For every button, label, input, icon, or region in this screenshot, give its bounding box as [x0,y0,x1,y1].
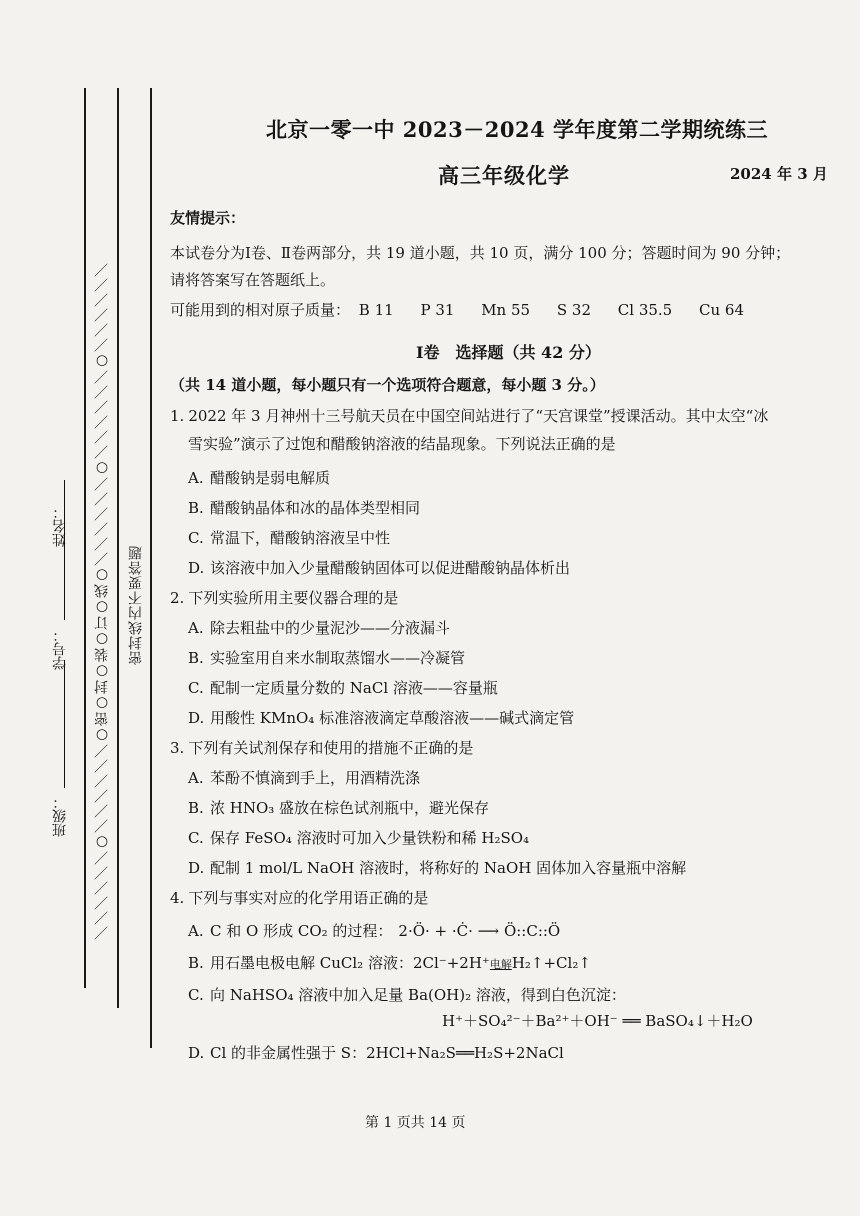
option-2a [188,617,450,638]
option-2c [188,677,498,698]
margin-line-content [150,88,152,1048]
option-label: B. [188,799,204,817]
option-label: B. [188,499,204,517]
tips-line-1: 本试卷分为Ⅰ卷、Ⅱ卷两部分，共 19 道小题，共 10 页，满分 100 分；答题时间为 90 分钟； [170,244,791,262]
question-2 [170,587,398,608]
option-label: C. [188,679,204,697]
option-text: 配制 1 mol/L NaOH 溶液时，将称好的 NaOH 固体加入容量瓶中溶解 [210,859,687,877]
question-4 [170,887,428,908]
option-1d [188,557,570,578]
option-1c [188,527,390,548]
option-label: C. [188,986,204,1004]
number-label: 学号： [52,628,68,670]
tips-heading: 友情提示： [170,209,246,227]
option-1a [188,467,330,488]
question-number: 4. [170,889,185,907]
question-1 [170,405,768,426]
mass-item: B 11 [358,301,394,319]
margin-line-inner [117,88,119,1008]
option-text: 配制一定质量分数的 NaCl 溶液——容量瓶 [210,679,498,697]
question-1-stem-cont: 雪实验”演示了过饱和醋酸钠溶液的结晶现象。下列说法正确的是 [188,435,616,453]
seal-strip: ／／／／／／○／／／／／／○密○封○装○订○线○／／／／／／○／／／／／／○／／／／／／ [94,262,110,940]
option-4d [188,1042,564,1063]
option-text: 用酸性 KMnO₄ 标准溶液滴定草酸溶液——碱式滴定管 [210,709,575,727]
class-fill-line [64,660,65,788]
seal-note: 密封线内不要答题 [128,545,144,665]
mass-item: P 31 [420,301,455,319]
option-text: 苯酚不慎滴到手上，用酒精洗涤 [210,769,421,787]
option-text: 醋酸钠晶体和冰的晶体类型相同 [210,499,421,517]
class-label: 班级： [52,795,68,837]
mass-item: Cu 64 [699,301,745,319]
option-label: A. [188,469,204,487]
option-label: B. [188,954,204,972]
electron-dot-formula: 2·Ö· + ·Ċ· ⟶ Ö::C::Ö [398,922,561,940]
option-text: 醋酸钠是弱电解质 [210,469,331,487]
option-text: 除去粗盐中的少量泥沙——分液漏斗 [210,619,451,637]
option-label: D. [188,559,205,577]
option-label: D. [188,1044,205,1062]
option-text: 向 NaHSO₄ 溶液中加入足量 Ba(OH)₂ 溶液，得到白色沉淀： [210,986,626,1004]
electrolysis-arrow-label: 电解 [489,958,512,971]
option-3c [188,827,529,848]
option-4b [188,952,591,973]
mass-item: Cl 35.5 [617,301,673,319]
mass-item: S 32 [556,301,591,319]
option-2d [188,707,574,728]
page-subtitle: 高三年级化学 [438,163,570,188]
option-3d [188,857,686,878]
margin-line-outer [84,88,86,988]
question-stem: 下列与事实对应的化学用语正确的是 [188,889,429,907]
option-label: D. [188,859,205,877]
page-title: 北京一零一中 2023－2024 学年度第二学期统练三 [266,117,769,142]
question-stem: 2022 年 3 月神州十三号航天员在中国空间站进行了“天宫课堂”授课活动。其中太空“冰 [188,407,769,425]
masses-label: 可能用到的相对原子质量： [170,301,351,319]
option-text: 该溶液中加入少量醋酸钠固体可以促进醋酸钠晶体析出 [210,559,571,577]
mass-item: Mn 55 [481,301,531,319]
option-label: C. [188,529,204,547]
tips-line-2: 请将答案写在答题纸上。 [170,271,336,289]
exam-date: 2024 年 3 月 [730,165,828,183]
option-label: D. [188,709,205,727]
option-text: 实验室用自来水制取蒸馏水——冷凝管 [210,649,466,667]
option-3a [188,767,420,788]
ionic-equation: H⁺＋SO₄²⁻＋Ba²⁺＋OH⁻ ══ BaSO₄↓＋H₂O [442,1012,753,1030]
option-2b [188,647,465,668]
option-1b [188,497,420,518]
option-text: C 和 O 形成 CO₂ 的过程： [210,922,393,940]
option-label: A. [188,922,204,940]
page-footer: 第 1 页共 14 页 [365,1115,466,1131]
section-title: Ⅰ卷 选择题（共 42 分） [416,343,601,362]
question-3 [170,737,473,758]
option-text: 常温下，醋酸钠溶液呈中性 [210,529,391,547]
electrolysis-formula: 2Cl⁻+2H⁺ [412,954,490,972]
option-text: 保存 FeSO₄ 溶液时可加入少量铁粉和稀 H₂SO₄ [210,829,530,847]
name-label: 姓名： [52,505,68,547]
question-number: 3. [170,739,185,757]
option-4c [188,984,626,1005]
question-stem: 下列有关试剂保存和使用的措施不正确的是 [188,739,474,757]
option-label: A. [188,769,204,787]
option-text: 用石墨电极电解 CuCl₂ 溶液： [210,954,413,972]
option-3b [188,797,489,818]
question-number: 2. [170,589,185,607]
option-text: Cl 的非金属性强于 S： [210,1044,367,1062]
reaction-formula: 2HCl+Na₂S══H₂S+2NaCl [366,1044,564,1062]
option-4a [188,920,560,941]
option-label: B. [188,649,204,667]
name-fill-line [64,480,65,500]
question-number: 1. [170,407,185,425]
option-text: 浓 HNO₃ 盛放在棕色试剂瓶中，避光保存 [210,799,490,817]
option-label: C. [188,829,204,847]
option-label: A. [188,619,204,637]
electrolysis-products: H₂↑+Cl₂↑ [511,954,591,972]
question-stem: 下列实验所用主要仪器合理的是 [188,589,399,607]
atomic-masses [170,297,766,324]
section-note: （共 14 道小题，每小题只有一个选项符合题意，每小题 3 分。） [170,376,605,394]
